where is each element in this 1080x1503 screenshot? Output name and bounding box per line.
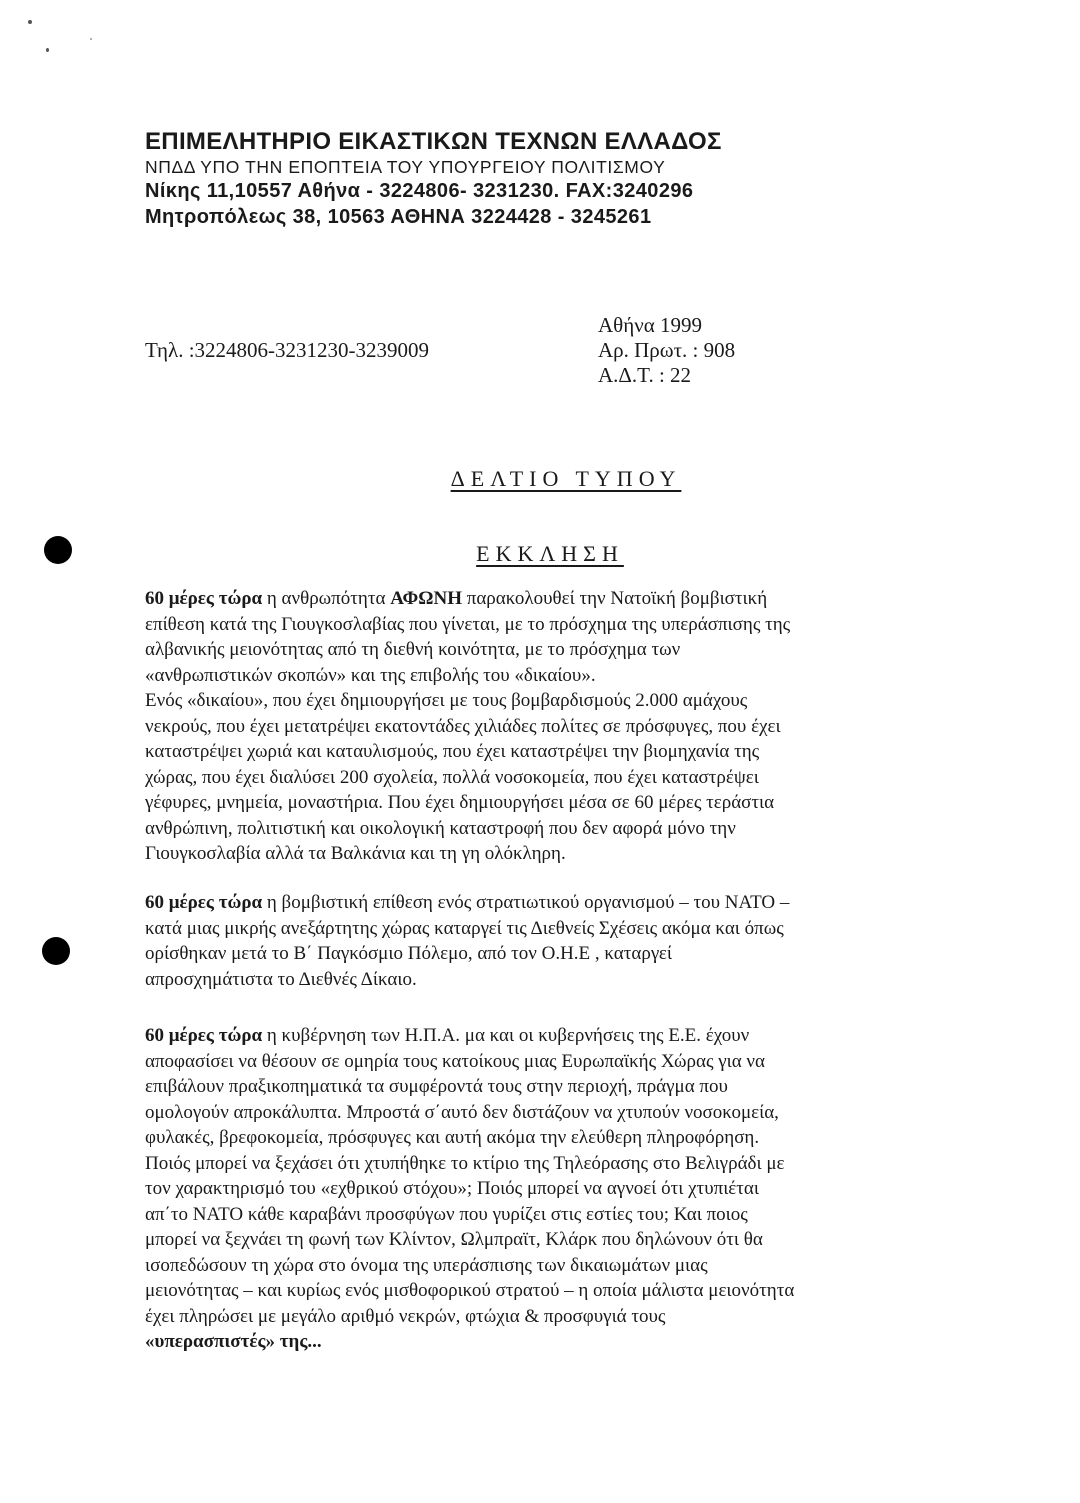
paragraph-line: ανθρώπινη, πολιτιστική και οικολογική καταστροφή που δεν αφορά μόνο την	[145, 817, 736, 839]
paragraph-line: φυλακές, βρεφοκομεία, πρόσφυγες και αυτή ακόμα την ελεύθερη πληροφόρηση.	[145, 1127, 760, 1148]
press-release-title-text: ΔΕΛΤΙΟ ΤΥΠΟΥ	[450, 466, 682, 491]
paragraph-2	[145, 890, 935, 992]
letterhead	[145, 128, 722, 230]
paragraph-line: έχει πληρώσει με μεγάλο αριθμό νεκρών, φτώχια & προσφυγιά τους	[145, 1305, 666, 1327]
paragraph-line: 60 μέρες τώρα η κυβέρνηση των Η.Π.Α. μα και οι κυβερνήσεις της Ε.Ε. έχουν	[145, 1025, 750, 1046]
emphasis-speechless: ΑΦΩΝΗ	[390, 588, 462, 609]
paragraph-line: επιβάλουν πραξικοπηματικά τα συμφέροντά τους στην περιοχή, πράγμα που	[145, 1076, 728, 1097]
address-line-2: Μητροπόλεως 38, 10563 ΑΘΗΝΑ 3224428 - 3245261	[145, 206, 652, 228]
press-release-title	[0, 466, 1080, 492]
scan-speck	[90, 38, 92, 40]
paragraph-line: απ΄το ΝΑΤΟ κάθε καραβάνι προσφύγων που γυρίζει στις εστίες του; Και ποιος	[145, 1203, 748, 1225]
paragraph-line: Ποιός μπορεί να ξεχάσει ότι χτυπήθηκε το κτίριο της Τηλεόρασης στο Βελιγράδι με	[145, 1152, 785, 1174]
paragraph-line: απροσχημάτιστα το Διεθνές Δίκαιο.	[145, 968, 417, 990]
paragraph-lead: 60 μέρες τώρα	[145, 892, 263, 913]
paragraph-line: ισοπεδώσουν τη χώρα στο όνομα της υπεράσπισης των δικαιωμάτων μιας	[145, 1254, 708, 1276]
paragraph-line: Ενός «δικαίου», που έχει δημιουργήσει με τους βομβαρδισμούς 2.000 αμάχους	[145, 690, 748, 711]
phone-line: Τηλ. :3224806-3231230-3239009	[145, 338, 430, 362]
paragraph-line: επίθεση κατά της Γιουγκοσλαβίας που γίνεται, με το πρόσχημα της υπεράσπισης της	[145, 613, 791, 635]
paragraph-line: 60 μέρες τώρα η βομβιστική επίθεση ενός στρατιωτικού οργανισμού – του ΝΑΤΟ –	[145, 892, 790, 913]
adt-number: Α.Δ.Τ. : 22	[598, 363, 692, 387]
paragraph-lead: 60 μέρες τώρα	[145, 1025, 263, 1046]
appeal-title-text: ΕΚΚΛΗΣΗ	[476, 541, 624, 566]
punch-hole-bottom	[42, 937, 70, 965]
paragraph-line: «ανθρωπιστικών σκοπών» και της επιβολής του «δικαίου».	[145, 664, 596, 686]
paragraph-line: χώρας, που έχει διαλύσει 200 σχολεία, πολλά νοσοκομεία, που έχει καταστρέψει	[145, 766, 759, 788]
paragraph-line: μειονότητας – και κυρίως ενός μισθοφορικού στρατού – η οποία μάλιστα μειονότητα	[145, 1280, 795, 1301]
place-year: Αθήνα 1999	[598, 313, 702, 337]
paragraph-line: αλβανικής μειονότητας από τη διεθνή κοινότητα, με το πρόσχημα των	[145, 639, 681, 660]
paragraph-line: καταστρέψει χωριά και καταυλισμούς, που έχει καταστρέψει την βιομηχανία της	[145, 741, 760, 762]
paragraph-line: ομολογούν απροκάλυπτα. Μπροστά σ΄αυτό δεν διστάζουν να χτυπούν νοσοκομεία,	[145, 1101, 779, 1123]
paragraph-line: γέφυρες, μνημεία, μοναστήρια. Που έχει δημιουργήσει μέσα σε 60 μέρες τεράστια	[145, 792, 775, 813]
paragraph-3	[145, 1023, 935, 1355]
organization-subtitle: ΝΠΔΔ ΥΠΟ ΤΗΝ ΕΠΟΠΤΕΙΑ ΤΟΥ ΥΠΟΥΡΓΕΙΟΥ ΠΟΛΙΤΙΣΜΟΥ	[145, 157, 666, 177]
paragraph-line: κατά μιας μικρής ανεξάρτητης χώρας καταργεί τις Διεθνείς Σχέσεις ακόμα και όπως	[145, 917, 784, 939]
organization-name: ΕΠΙΜΕΛΗΤΗΡΙΟ ΕΙΚΑΣΤΙΚΩΝ ΤΕΧΝΩΝ ΕΛΛΑΔΟΣ	[145, 128, 722, 155]
scan-speck	[46, 48, 49, 52]
paragraph-line: τον χαρακτηρισμό του «εχθρικού στόχου»; Ποιός μπορεί να αγνοεί ότι χτυπιέται	[145, 1178, 759, 1199]
paragraph-line: μπορεί να ξεχνάει τη φωνή των Κλίντον, Ωλμπραϊτ, Κλάρκ που δηλώνουν ότι θα	[145, 1229, 763, 1250]
paragraph-line: ορίσθηκαν μετά το Β΄ Παγκόσμιο Πόλεμο, από τον Ο.Η.Ε , καταργεί	[145, 943, 672, 964]
appeal-title	[0, 541, 1080, 567]
address-line-1: Νίκης 11,10557 Αθήνα - 3224806- 3231230. FAX:3240296	[145, 180, 694, 202]
paragraph-closing: «υπερασπιστές» της...	[145, 1331, 322, 1352]
paragraph-line: Γιουγκοσλαβία αλλά τα Βαλκάνια και τη γη ολόκληρη.	[145, 843, 566, 864]
protocol-number: Αρ. Πρωτ. : 908	[598, 338, 736, 362]
scan-speck	[28, 20, 32, 24]
document-meta	[598, 313, 735, 388]
paragraph-line: νεκρούς, που έχει μετατρέψει εκατοντάδες χιλιάδες πολίτες σε πρόσφυγες, που έχει	[145, 715, 781, 737]
paragraph-line: αποφασίσει να θέσουν σε ομηρία τους κατοίκους μιας Ευρωπαϊκής Χώρας για να	[145, 1050, 765, 1072]
paragraph-lead: 60 μέρες τώρα	[145, 588, 263, 609]
paragraph-1	[145, 586, 935, 867]
paragraph-line: 60 μέρες τώρα η ανθρωπότητα ΑΦΩΝΗ παρακολουθεί την Νατοϊκή βομβιστική	[145, 588, 768, 609]
